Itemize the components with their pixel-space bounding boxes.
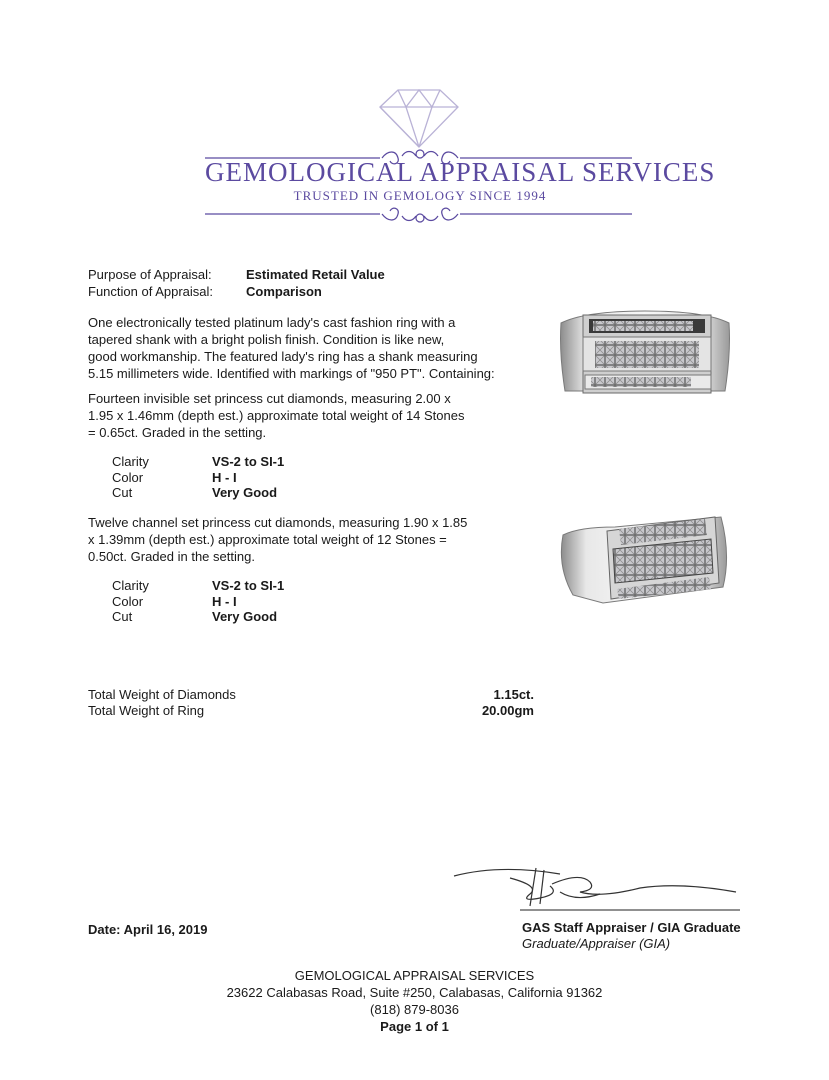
stones1-line: = 0.65ct. Graded in the setting.	[88, 425, 267, 440]
description-line: One electronically tested platinum lady's cast fashion ring with a	[88, 315, 456, 330]
stones2-line: x 1.39mm (depth est.) approximate total weight of 12 Stones =	[88, 532, 447, 547]
ring-description	[88, 314, 548, 382]
stones2-description	[88, 514, 548, 565]
total-diamonds-label: Total Weight of Diamonds	[88, 687, 236, 702]
diamond-icon	[380, 90, 458, 147]
ornament-bottom	[205, 208, 632, 222]
total-ring-value: 20.00gm	[481, 703, 534, 718]
ring-photo-angled	[555, 505, 735, 605]
stones1-line: 1.95 x 1.46mm (depth est.) approximate total weight of 14 Stones	[88, 408, 465, 423]
stones2-cut-label: Cut	[112, 609, 133, 624]
stones2-cut-value: Very Good	[212, 609, 278, 624]
page-number: Page 1 of 1	[380, 1019, 449, 1034]
footer-address: 23622 Calabasas Road, Suite #250, Calabasas, California 91362	[226, 985, 603, 1000]
stones1-line: Fourteen invisible set princess cut diamonds, measuring 2.00 x	[88, 391, 451, 406]
description-line: 5.15 millimeters wide. Identified with markings of "950 PT". Containing:	[88, 366, 495, 381]
function-label: Function of Appraisal:	[88, 284, 214, 299]
footer-phone: (818) 879-8036	[370, 1002, 459, 1017]
stones2-line: 0.50ct. Graded in the setting.	[88, 549, 255, 564]
footer-company: GEMOLOGICAL APPRAISAL SERVICES	[294, 968, 535, 983]
stones1-color-label: Color	[112, 470, 144, 485]
appraisal-date: Date: April 16, 2019	[88, 922, 208, 937]
company-title: GEMOLOGICAL APPRAISAL SERVICES	[205, 157, 716, 187]
function-value: Comparison	[246, 284, 322, 299]
stones1-description	[88, 390, 548, 441]
stones1-cut-label: Cut	[112, 485, 133, 500]
description-line: tapered shank with a bright polish finish. Condition is like new,	[88, 332, 445, 347]
logo-graphic	[0, 0, 829, 240]
stones2-clarity-label: Clarity	[112, 578, 149, 593]
ring-photo-front	[555, 305, 735, 401]
stones2-clarity-value: VS-2 to SI-1	[212, 578, 285, 593]
company-tagline: TRUSTED IN GEMOLOGY SINCE 1994	[293, 188, 547, 203]
appraiser-title: GAS Staff Appraiser / GIA Graduate	[522, 920, 741, 935]
stones1-clarity-label: Clarity	[112, 454, 149, 469]
stones1-cut-value: Very Good	[212, 485, 278, 500]
total-diamonds-value: 1.15ct.	[493, 687, 534, 702]
appraiser-signature	[440, 858, 750, 918]
stones1-clarity-value: VS-2 to SI-1	[212, 454, 285, 469]
stones2-color-value: H - I	[212, 594, 237, 609]
stones2-line: Twelve channel set princess cut diamonds, measuring 1.90 x 1.85	[88, 515, 468, 530]
purpose-label: Purpose of Appraisal:	[88, 267, 212, 282]
total-ring-label: Total Weight of Ring	[88, 703, 205, 718]
stones2-color-label: Color	[112, 594, 144, 609]
description-line: good workmanship. The featured lady's ring has a shank measuring	[88, 349, 478, 364]
purpose-value: Estimated Retail Value	[246, 267, 385, 282]
stones1-color-value: H - I	[212, 470, 237, 485]
appraiser-subtitle: Graduate/Appraiser (GIA)	[522, 936, 671, 951]
